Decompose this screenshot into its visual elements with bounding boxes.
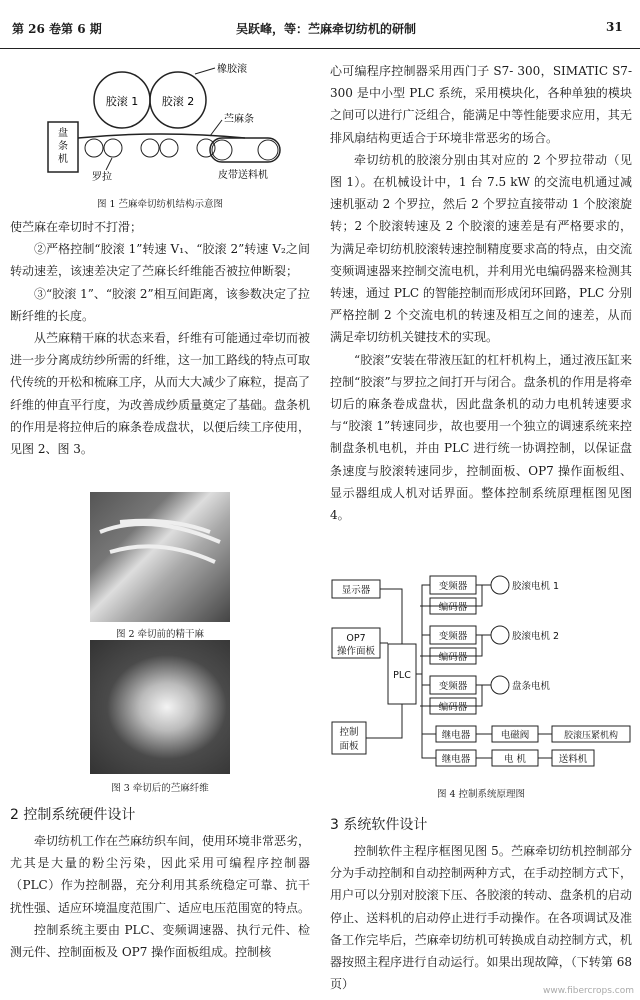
right-bottom-block (330, 804, 632, 995)
motor-1-label: 胶滚电机 1 (512, 581, 560, 592)
figure-3-photo (90, 640, 230, 774)
ramie-sliver-label: 苎麻条 (224, 114, 254, 125)
motor-2-label: 胶滚电机 2 (512, 631, 560, 642)
vfd-2-label: 变频器 (438, 631, 468, 642)
svg-text:盘: 盘 (58, 128, 68, 139)
figure-3-caption: 图 3 牵切后的苎麻纤维 (111, 783, 209, 794)
left-paragraph-4: 从苎麻精干麻的状态来看，纤维有可能通过牵切而被进一步分离成纺纱所需的纤维，这一加工路线的特点可取代传统的开松和梳麻工序，从而大大减少了麻粒，提高了纤维的伸直平行度，为改善成纱质量奠定了基础。盘条机的作用是将拉伸后的麻条卷成盘状，以便后续工序使用，见图 2、图 3。 (10, 331, 311, 457)
right-paragraph-2: 牵切纺机的胶滚分别由其对应的 2 个罗拉带动（见图 1）。在机械设计中，1 台 7.5 kW 的交流电机通过减速机驱动 2 个罗拉，然后 2 个罗拉直接带动 1 个胶滚旋转；2 个胶滚转速及 2 个胶滚的速差是有严格要求的，为满足牵切纺机胶滚转速控制精度要求高的特点，由交流变频调速器来控制交流电机，并利用光电编码器来检测其转速，通过 PLC 的智能控制而形成闭环回路，PLC 分别严格控制 2 个交流电机的转速及相互之间的速差，从而满足牵切纺机关键技术的实现。 (330, 152, 632, 345)
right-paragraph-4: 控制软件主程序框图见图 5。苎麻牵切纺机控制部分分为手动控制和自动控制两种方式，在手动控制方式下，用户可以分别对胶滚下压、各胶滚的转动、盘条机的启动停止、送料机的启动停止进行手动操作。在各项调试及准备工作完毕后，苎麻牵切纺机可转换成自动控制方式，机器按照主程序进行自动运行。如果出现故障，（下转第 68 页） (330, 844, 632, 992)
figure-1-caption: 图 1 苎麻牵切纺机结构示意图 (96, 199, 224, 210)
encoder-2-label: 编码器 (438, 652, 468, 663)
feeder-label: 送料机 (558, 754, 588, 765)
figure-4-diagram (330, 574, 632, 780)
relay-1-label: 继电器 (441, 730, 471, 741)
running-title: 吴跃峰，等：苎麻牵切纺机的研制 (236, 22, 417, 36)
display-label: 显示器 (341, 585, 371, 596)
right-paragraph-1: 心可编程序控制器采用西门子 S7- 300，SIMATIC S7- 300 是中小型 PLC 系统，采用模块化，各种单独的模块之间可以进行广泛组合，能满足中等性能要求应用，其无排风扇结构更适合于环境非常恶劣的场合。 (330, 64, 632, 145)
winder-label: 盘条机 (10, 60, 13, 61)
left-paragraph-3: ③“胶滚 1”、“胶滚 2”相互间距离，该参数决定了拉断纤维的长度。 (10, 286, 310, 323)
vfd-3-label: 变频器 (438, 681, 468, 692)
figure-4-caption: 图 4 控制系统原理图 (436, 789, 526, 800)
section-3-heading: 3 系统软件设计 (330, 817, 428, 833)
left-paragraph-6: 控制系统主要由 PLC、变频调速器、执行元件、检测元件、控制面板及 OP7 操作面板组成。控制核 (10, 922, 310, 960)
encoder-3-label: 编码器 (438, 702, 468, 713)
rubber-roller-2-label: 胶滚 2 (161, 95, 195, 108)
solenoid-label: 电磁阀 (500, 730, 530, 741)
rubber-label: 橡胶滚 (217, 64, 247, 75)
left-column (10, 60, 310, 460)
journal-volume: 第 26 卷第 6 期 (12, 22, 102, 36)
svg-text:条: 条 (58, 141, 68, 152)
plc-label: PLC (393, 670, 411, 681)
belt-feeder-label: 皮带送料机 (218, 170, 268, 181)
roller-label: 罗拉 (92, 172, 112, 183)
page-header (0, 0, 640, 49)
svg-text:机: 机 (58, 154, 68, 165)
figure-2-photo (90, 492, 230, 622)
op7-label: OP7 (346, 633, 366, 644)
section-2-heading: 2 控制系统硬件设计 (10, 807, 136, 823)
relay-2-label: 继电器 (441, 754, 471, 765)
left-bottom-block (10, 794, 310, 963)
left-paragraph-2: ②严格控制“胶滚 1”转速 V₁、“胶滚 2”转速 V₂之间转动速差，该速差决定了苎麻长纤维能否被拉伸断裂； (10, 242, 310, 279)
motor-3-label: 盘条电机 (512, 681, 551, 692)
page-number: 31 (606, 20, 623, 34)
left-paragraph-5: 牵切纺机工作在苎麻纺织车间，使用环境非常恶劣，尤其是大量的粉尘污染，因此采用可编程序控制器（PLC）作为控制器，充分利用其系统稳定可靠、抗干扰性强、适应环境温度范围广、适应电压范围宽的特点。 (10, 834, 311, 915)
right-column (330, 60, 632, 526)
panel-label: 面板 (339, 741, 359, 752)
encoder-1-label: 编码器 (438, 602, 468, 613)
control-label: 控制 (339, 727, 359, 738)
left-paragraph-1: 使苎麻在牵切时不打滑； (10, 220, 143, 234)
cylinder-label: 胶滚压紧机构 (563, 731, 619, 741)
motor-label: 电 机 (503, 754, 527, 765)
right-paragraph-3: “胶滚”安装在带液压缸的杠杆机构上，通过液压缸来控制“胶滚”与罗拉之间打开与闭合。盘条机的作用是将牵切后的麻条卷成盘状，因此盘条机的动力电机转速要求与“胶滚 1”转速同步，故也要用一个独立的调速系统来控制盘条机电机，并由 PLC 进行统一协调控制，以保证盘条速度与胶滚转速同步，控制面板、OP7 操作面板组、显示器组成人机对话界面。整体控制系统原理框图见图 4。 (330, 352, 632, 523)
watermark: www.fibercrops.com (543, 986, 634, 996)
rubber-roller-1-label: 胶滚 1 (105, 95, 139, 108)
vfd-1-label: 变频器 (438, 581, 468, 592)
op7-panel-label: 操作面板 (336, 646, 376, 657)
figure-1-diagram (10, 60, 310, 192)
figure-2-caption: 图 2 牵切前的精干麻 (115, 629, 205, 640)
